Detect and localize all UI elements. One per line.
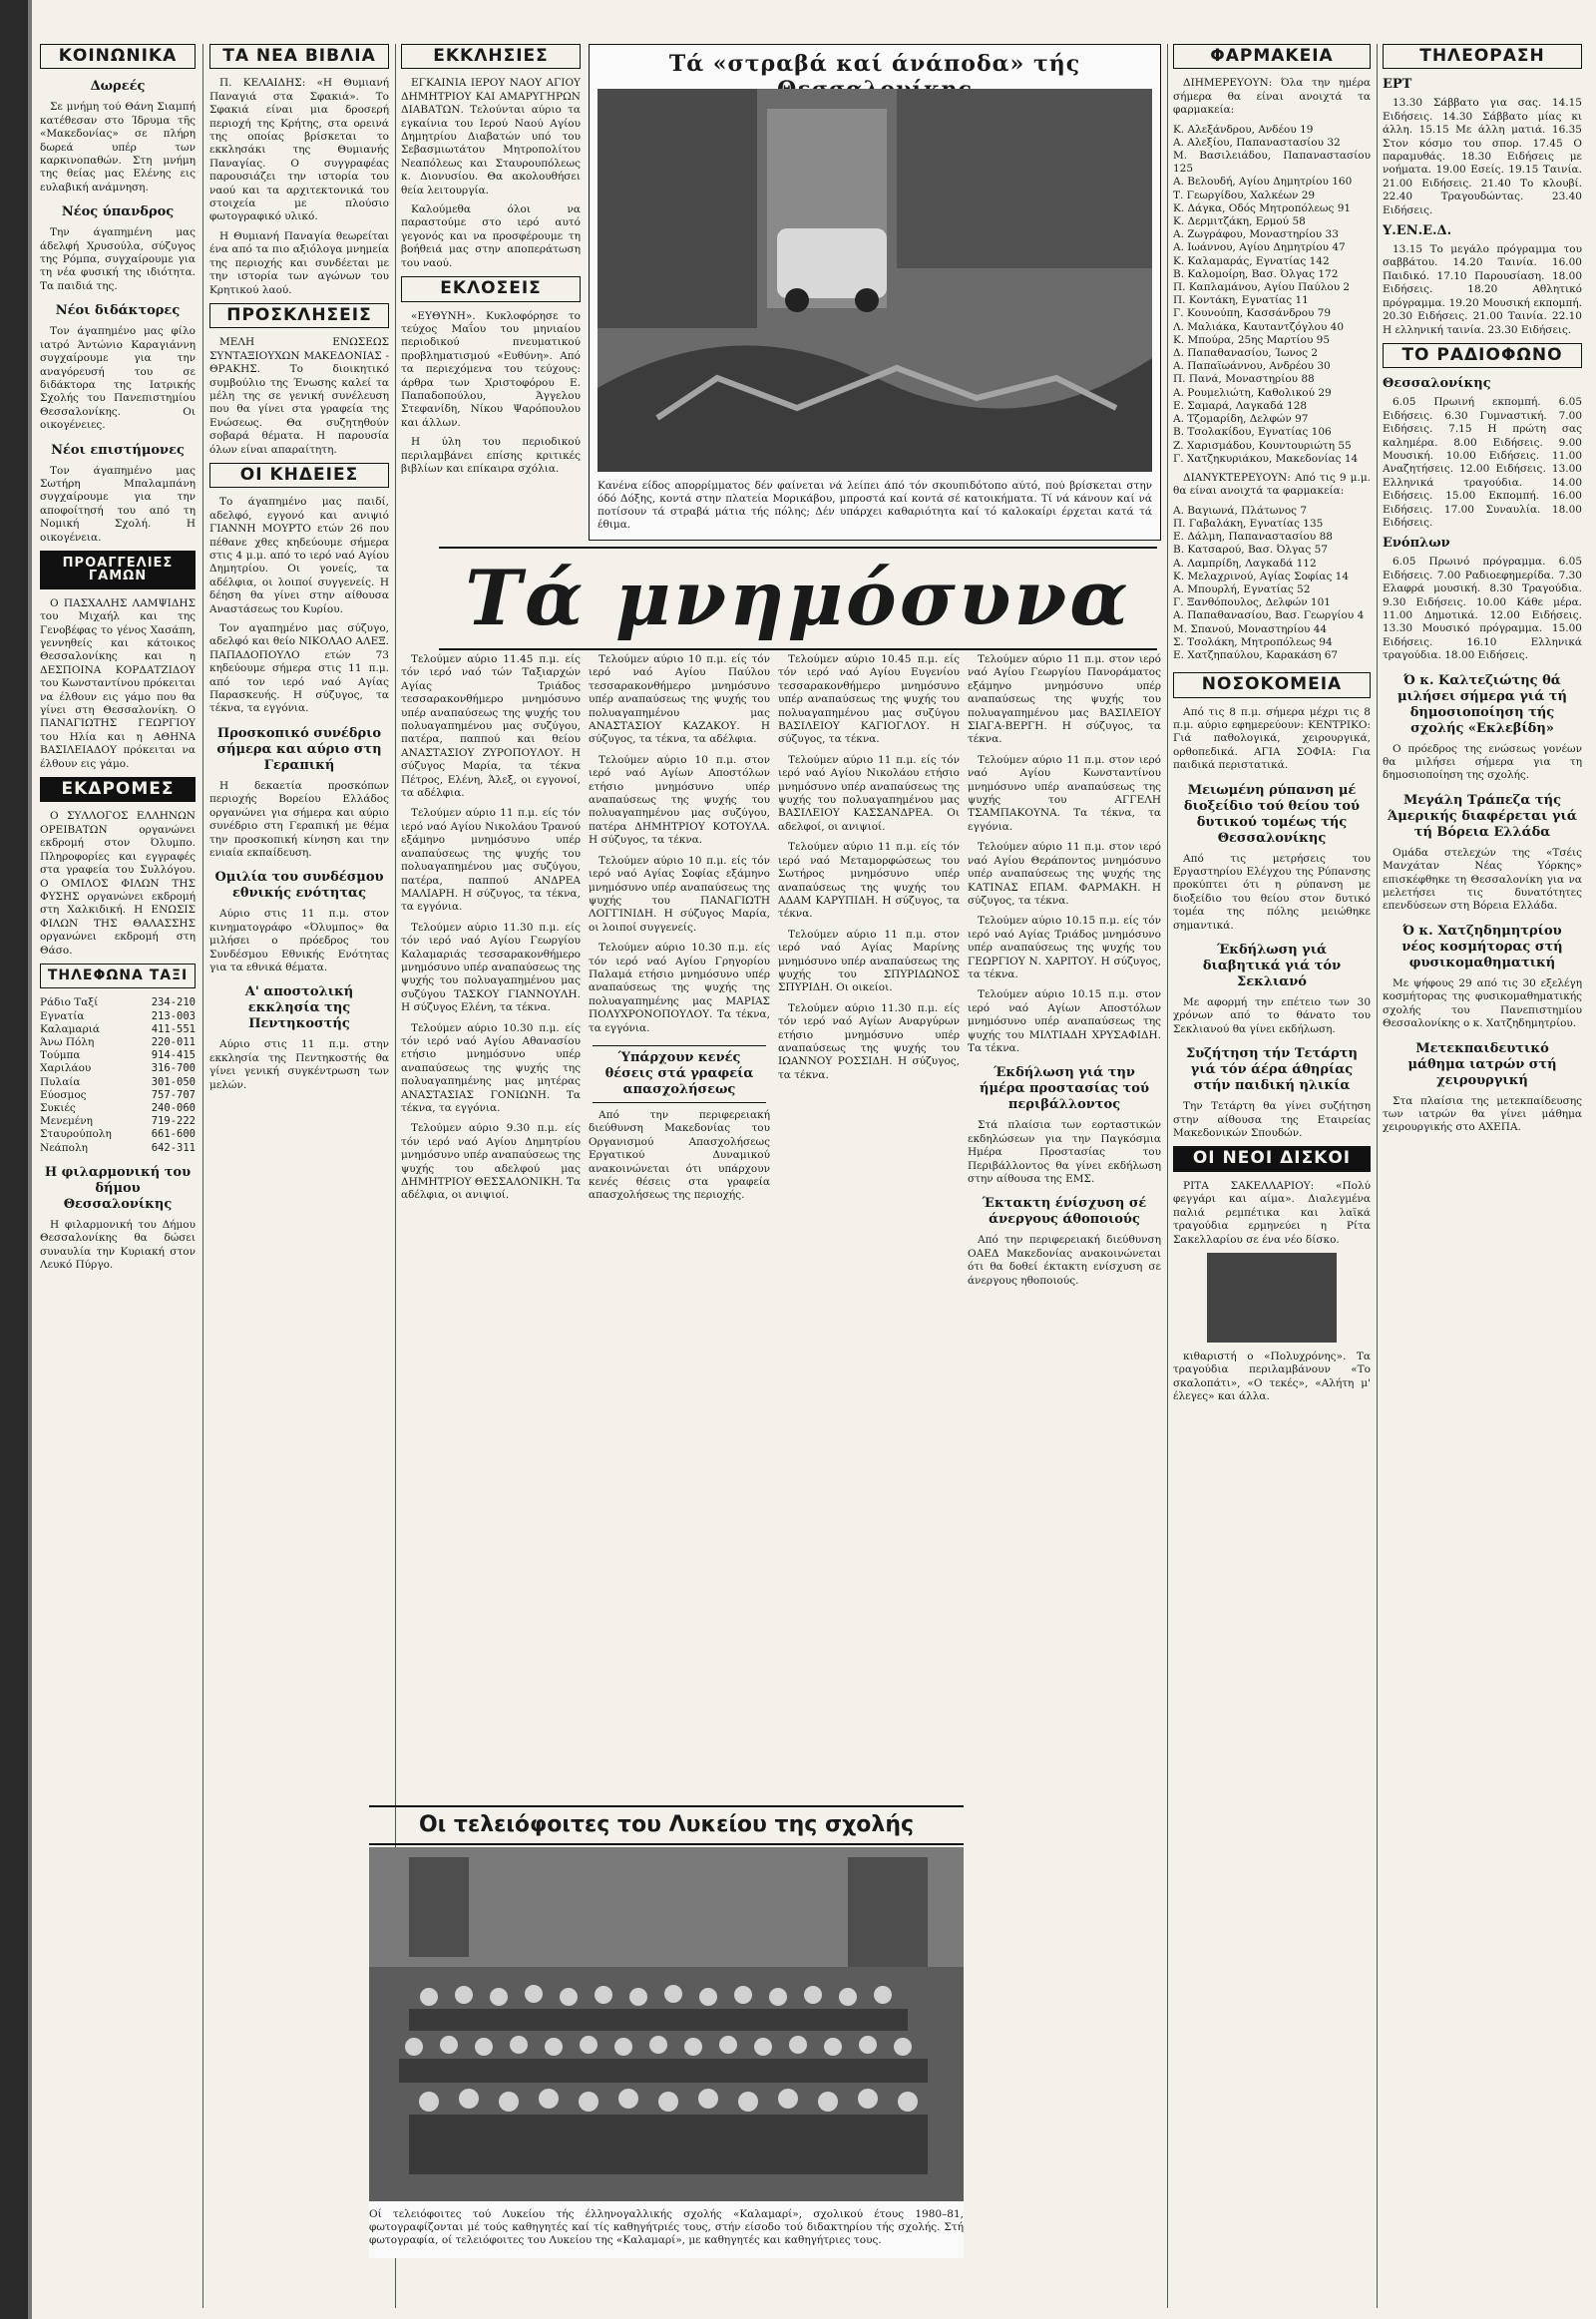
pharmacy-entry: Π. Πανά, Μοναστηρίου 88 (1173, 373, 1315, 386)
pharmacy-entry: Β. Τσολακίδου, Εγνατίας 106 (1173, 426, 1332, 439)
taxi-entry-number: 240-060 (151, 1101, 196, 1114)
taxi-entry-number: 234-210 (151, 996, 196, 1009)
taxi-entry-number: 316-700 (151, 1062, 196, 1075)
taxi-entry-label: Εγνατία (40, 1009, 85, 1022)
memorial-notice: Τελούμεν αύριο 11 π.μ. στον ιερό ναό Αγίου Θεράποντος μνημόσυνο υπέρ αναπαύσεως της ψυχής της ΚΑΤΙΝΑΣ ΕΠΑΜ. ΦΑΡΜΑΚΗ. Η σύζυγος, τα τέκνα. (968, 841, 1161, 907)
new-doctors-text: Τον άγαπημένο μας φίλο ιατρό Άντώνιο Καραγιάννη συγχαίρουμε για την αναγόρευσή του σε διδάκτορα της Ιατρικής Σχολής του Πανεπιστημίου Θεσσαλονίκης. Οι οικογένειες. (40, 325, 196, 432)
scout-congress-text: Η δεκαετία προσκόπων περιοχής Βορείου Ελλάδος οργανώνει για σήμερα και αύριο συνέδριο στη Γεραπική με θέμα την προσκοπική κίνηση και την ενιαία εκπαίδευση. (209, 779, 389, 859)
pharmacy-entry: Λ. Μαλιάκα, Καυταντζόγλου 40 (1173, 320, 1345, 333)
bottom-photo-headline: Οι τελειόφοιτες του Λυκείου της σχολής (369, 1805, 964, 1845)
pharmacy-entry: Α. Τζομαρίδη, Δελφών 97 (1173, 413, 1309, 426)
donations-text: Σε μνήμη τού Θάνη Σιαμπή κατέθεσαν στο Ίδρυμα τῆς «Μακεδονίας» σε πλήρη δωρεά υπέρ των καρκινοπαθών. Στη μνήμη της θείας μας Ελένης εις ευλαβική ανάμνηση. (40, 101, 196, 193)
section-title-pharmacies: ΦΑΡΜΑΚΕΙΑ (1173, 44, 1371, 69)
pharmacy-night-entry: Σ. Τσολάκη, Μητροπόλεως 94 (1173, 635, 1333, 648)
actors-support-text: Από την περιφερειακή διεύθυνση ΟΑΕΔ Μακεδονίας ανακοινώνεται ότι θα δοθεί έκτακτη ενίσχυση σε άνεργους ηθοποιούς. (968, 1234, 1161, 1287)
pharmacy-night-entry: Α. Λαμπρίδη, Λαγκαδά 112 (1173, 557, 1317, 570)
singer-photo (1207, 1253, 1337, 1343)
taxi-entry (40, 1036, 196, 1049)
taxi-entry-number: 757-707 (151, 1088, 196, 1101)
channel-ert-schedule: 13.30 Σάββατο για σας. 14.15 Ειδήσεις. 14.30 Σάββατο μίας κι άλλη. 15.15 Με άλλη ματιά. 16.35 Στον κόσμο του σπορ. 17.45 Ο παραμυθάς. 18.30 Ειδήσεις με νοήματα. 19.00 Εσείς. 19.15 Ταινία. 21.00 Ειδήσεις. 21.40 Το κλουβί. 22.40 Τραγουδώντας. 23.40 Ειδήσεις. (1383, 97, 1582, 216)
channel-yened-schedule: 13.15 Το μεγάλο πρόγραμμα του σαββάτου. 14.20 Ταινία. 16.00 Παιδικό. 17.10 Παρουσίαση. 18.00 Ειδήσεις. 18.20 Αθλητικό πρόγραμμα. 19.20 Μουσική εκπομπή. 20.30 Ειδήσεις. 21.00 Ταινία. 22.10 Η ελληνική ταινία. 23.30 Ειδήσεις. (1383, 243, 1582, 336)
memorial-notice: Τελούμεν αύριο 11 π.μ. στον ιερό ναό Αγίου Κωνσταντίνου μνημόσυνο υπέρ αναπαύσεως της ψυχής του ΑΓΓΕΛΗ ΤΣΑΜΠΑΚΟΥΝΑ. Τα τέκνα, τα εγγόνια. (968, 753, 1161, 833)
subhead-pollution: Μειωμένη ρύπανση μέ διοξείδιο τού θείου τού δυτικού τομέως τής Θεσσαλονίκης (1183, 782, 1361, 846)
pharmacy-entry: Γ. Κουνούπη, Κασσάνδρου 79 (1173, 307, 1332, 320)
pharmacy-night-entry: Ε. Δάλμη, Παπαναστασίου 88 (1173, 531, 1333, 544)
pollution-text: Από τις μετρήσεις του Εργαστηρίου Ελέγχου της Ρύπανσης προκύπτει ότι η ρύπανση με διοξείδιο του θείου στον δυτικό τομέα της πόλης μειώθηκε σημαντικά. (1173, 852, 1371, 932)
pharmacy-entry: Π. Καπλαμάνου, Αγίου Παύλου 2 (1173, 281, 1351, 294)
books-text-1: Π. ΚΕΛΑΙΔΗΣ: «Η Θυμιανή Παναγιά στα Σφακιά». Το Σφακιά είναι μια δροσερή περιοχή της Κρήτης, στα ορεινά της οποίας βρίσκεται το εκκλησάκι της Θυμιανής Παναγίας. Ο συγγραφέας παρουσιάζει την ιστορία του ναού και τα αρχιτεκτονικά του στοιχεία με πλούσιο φωτογραφικό υλικό. (209, 77, 389, 223)
pharmacy-entry: Κ. Δερμιτζάκη, Ερμού 58 (1173, 215, 1306, 228)
taxi-entry-number: 411-551 (151, 1022, 196, 1035)
taxi-entry-number: 220-011 (151, 1035, 196, 1048)
taxi-entry (40, 1062, 196, 1075)
subhead-sekelianos-event: Έκδήλωση γιά διαβητικά γιά τόν Σεκλιανό (1202, 943, 1342, 990)
pharmacy-entry: Κ. Αλεξάνδρου, Ανδέου 19 (1173, 123, 1314, 136)
memorials-headline: Τά μνημόσυνα (439, 547, 1157, 650)
pharmacy-night-entry: Ε. Χατζηπαύλου, Καρακάση 67 (1173, 648, 1339, 661)
taxi-entry (40, 1128, 196, 1141)
memorial-notice: Τελούμεν αύριο 10.30 π.μ. είς τόν ιερό ναό Αγίου Γρηγορίου Παλαμά ετήσιο μνημόσυνο υπέρ αναπαύσεως της ψυχής της πολυαγαπημένης μας ΜΑΡΙΑΣ ΠΟΛΥΧΡΟΝΟΠΟΥΛΟΥ. Τα τέκνα, τα εγγόνια. (589, 942, 770, 1034)
subhead-scout-congress: Προσκοπικό συνέδριο σήμερα και αύριο στη Γεραπική (216, 725, 382, 773)
memorial-notice: Τελούμεν αύριο 11.30 π.μ. είς τόν ιερό ναό Αγίων Αναργύρων ετήσιο μνημόσυνο υπέρ αναπαύσεως της ψυχής του ΙΩΑΝΝΟΥ ΡΟΣΣΙΔΗ. Η σύζυγος, τα τέκνα. (778, 1001, 960, 1081)
pharmacy-entry: Π. Κοντάκη, Εγνατίας 11 (1173, 294, 1309, 307)
radio-thessaloniki: Θεσσαλονίκης (1383, 376, 1491, 392)
pharmacies-column (1173, 44, 1371, 2308)
social-column (40, 44, 196, 2308)
pharmacy-entry: Ζ. Χαρισμάδου, Κουντουριώτη 55 (1173, 439, 1352, 452)
taxi-list (40, 996, 196, 1154)
new-records-text-2: κιθαριστή ο «Πολυχρόνης». Τα τραγούδια περιλαμβάνουν «Το σκαλοπάτι», «Ο τεκές», «Αλήτη μ' έλεγες» και άλλα. (1173, 1350, 1371, 1403)
channel-yened: Υ.ΕΝ.Ε.Δ. (1383, 223, 1452, 239)
memorial-notice: Τελούμεν αύριο 9.30 π.μ. είς τόν ιερό ναό Αγίου Δημητρίου μνημόσυνο υπέρ αναπαύσεως της ψυχής του αδελφού μας ΔΗΜΗΤΡΙΟΥ ΘΕΣΣΑΛΟΝΙΚΗ. Τα αδέλφια, οι ανιψιοί. (401, 1122, 581, 1202)
publications-text-1: «ΕΥΘΥΝΗ». Κυκλοφόρησε το τεύχος Μαΐου του μηνιαίου περιοδικού πνευματικού προβληματισμού «Ευθύνη». Από τα περιεχόμενα του τεύχους: άρθρα των Χριστοφόρου Ε. Παπαδοπούλου, Άγγελου Στεφανίδη, Νίκου Ψαρόπουλου και άλλων. (401, 309, 581, 429)
invitations-text: ΜΕΛΗ ΕΝΩΣΕΩΣ ΣΥΝΤΑΞΙΟΥΧΩΝ ΜΑΚΕΔΟΝΙΑΣ - ΘΡΑΚΗΣ. Το διοικητικό συμβούλιο της Ένωσης καλεί τα μέλη της σε γενική συνέλευση που θα γίνει στα γραφεία της Ενώσεως. Θα συζητηθούν σοβαρά θέματα. Η παρουσία όλων είναι απαραίτητη. (209, 336, 389, 456)
taxi-entry-label: Χαριλάου (40, 1062, 92, 1075)
environment-day-text: Στά πλαίσια των εορταστικών εκδηλώσεων για την Παγκόσμια Ημέρα Προστασίας του Περιβάλλοντος θα γίνει εκδήλωση στην αίθουσα της ΕΜΣ. (968, 1119, 1161, 1185)
pharmacy-entry: Α. Ζωγράφου, Μοναστηρίου 33 (1173, 228, 1339, 241)
subhead-new-scientists: Νέοι επιστήμονες (51, 442, 185, 458)
taxi-entry-number: 642-311 (151, 1141, 196, 1154)
surgery-course-text: Στα πλαίσια της μετεκπαίδευσης των ιατρών θα γίνει μάθημα χειρουργικής στο ΑΧΕΠΑ. (1383, 1094, 1582, 1134)
taxi-entry-label: Πυλαία (40, 1075, 81, 1088)
taxi-entry-label: Ράδιο Ταξί (40, 996, 99, 1009)
pharmacies-night-intro: ΔΙΑΝΥΚΤΕΡΕΥΟΥΝ: Από τις 9 μ.μ. θα είναι ανοιχτά τα φαρμακεία: (1173, 471, 1371, 498)
memorials-column-2 (589, 653, 770, 1800)
subhead-childhood-discussion: Συζήτηση τήν Τετάρτη γιά τόν άέρα άθηρίας στήν παιδική ηλικία (1185, 1046, 1359, 1094)
memorial-notice: Τελούμεν αύριο 11.45 π.μ. είς τόν ιερό ναό τών Ταξιαρχών Αγίας Τριάδος τεσσαρακονθήμερο μνημόσυνο υπέρ αναπαύσεως της ψυχής του πολυαγαπημένου μας συζύγου, πατέρα, παππού και θείου ΑΝΑΣΤΑΣΙΟΥ ΖΥΡΟΠΟΥΛΟΥ. Η σύζυγος Μαρία, τα τέκνα Πέτρος, Ελένη, Άλεξ, οι εγγονοί, τα αδέλφια. (401, 653, 581, 800)
top-photo-caption: Κανένα είδος απορρίμματος δέν φαίνεται νά λείπει άπό τόν σκουπιδότοπο αύτό, πού βρίσκεται στην όδό Δόξης, κοντά στην πλατεία Μορικάβου, μπροστά καί κοντά σέ κατοικήματα. Τί νά κάνουν καί νά ποτίσουν τά στραβά μάτια τής πόλης; Δέν υπάρχει καθαριότητα καί τό καλοκαίρι έρχεται κατά τά έθιμα. (598, 480, 1152, 531)
section-title-excursions: ΕΚΔΡΟΜΕΣ (40, 777, 196, 802)
pharmacy-entry: Α. Αλεξίου, Παπαναστασίου 32 (1173, 136, 1341, 149)
memorial-notice: Τελούμεν αύριο 11 π.μ. στον ιερό ναό Αγίας Μαρίνης μνημόσυνο υπέρ αναπαύσεως της ψυχής του ΣΠΥΡΙΔΩΝΟΣ ΣΠΥΡΙΔΗ. Οι οικείοι. (778, 928, 960, 994)
column-rule (1377, 44, 1378, 2308)
subhead-job-vacancies: Ύπάρχουν κενές θέσεις στά γραφεία απασχολήσεως (593, 1045, 766, 1103)
section-title-publications: ΕΚΛΟΣΕΙΣ (401, 276, 581, 301)
memorial-notice: Τελούμεν αύριο 11.30 π.μ. είς τόν ιερό ναό Αγίου Γεωργίου Καλαμαριάς τεσσαρακονθήμερο μνημόσυνο υπέρ αναπαύσεως της ψυχής του πολυαγαπημένου μας συζύγου ΤΑΣΚΟΥ ΓΙΑΝΝΟΥΛΗ. Η σύζυγος Ελένη, τα τέκνα. (401, 921, 581, 1014)
weddings-text: Ο ΠΑΣΧΑΛΗΣ ΛΑΜΨΙΔΗΣ του Μιχαήλ και της Γενοβέφας το γένος Χασάπη, γεννηθείς και κάτοικος Θεσσαλονίκης και η ΔΕΣΠΟΙΝΑ ΚΟΡΔΑΤΖΙΔΟΥ του Κωνσταντίνου πρόκειται να έλθουν εις γάμο που θα γίνει στη Θεσσαλονίκη. Ο ΠΑΝΑΓΙΩΤΗΣ ΓΕΩΡΓΙΟΥ του Ηλία και η ΑΘΗΝΑ ΒΑΣΙΛΕΙΑΔΟΥ πρόκειται να έλθουν εις γάμο. (40, 596, 196, 770)
section-title-taxi: ΤΗΛΕΦΩΝΑ ΤΑΞΙ (40, 964, 196, 988)
pharmacy-entry: Κ. Δάγκα, Οδός Μητροπόλεως 91 (1173, 201, 1352, 214)
new-scientists-text: Τον άγαπημένο μας Σωτήρη Μπαλαμπάνη συγχαίρουμε για την αποφοίτησή του από τη Νομική Σχολή. Η οικογένεια. (40, 464, 196, 544)
new-records-text: ΡΙΤΑ ΣΑΚΕΛΛΑΡΙΟΥ: «Πολύ φεγγάρι και αίμα». Διαλεγμένα παλιά ρεμπέτικα και λαϊκά τραγούδια ερμηνεύει η Ρίτα Σακελλαρίου σε ένα νέο δίσκο. (1173, 1179, 1371, 1246)
tv-column (1383, 44, 1582, 2308)
memorial-notice: Τελούμεν αύριο 11 π.μ. είς τόν ιερό ναό Αγίου Νικολάου ετήσιο μνημόσυνο υπέρ αναπαύσεως της ψυχής του πολυαγαπημένου μας ΒΑΣΙΛΕΙΟΥ ΚΑΣΣΑΝΔΡΕΑ. Οι αδελφοί, οι ανιψιοί. (778, 753, 960, 833)
subhead-new-bride: Νέος ύπανδρος (61, 204, 175, 220)
channel-ert: ΕΡΤ (1383, 77, 1412, 93)
memorial-notice: Τελούμεν αύριο 10 π.μ. είς τόν ιερό ναό Αγίου Παύλου τεσσαρακονθήμερο μνημόσυνο υπέρ αναπαύσεως της ψυχής του πολυαγαπημένου μας ΑΝΑΣΤΑΣΙΟΥ ΚΑΖΑΚΟΥ. Η σύζυγος, τα τέκνα, τα αδέλφια. (589, 653, 770, 746)
excursions-text: Ο ΣΥΛΛΟΓΟΣ ΕΛΛΗΝΩΝ ΟΡΕΙΒΑΤΩΝ οργανώνει εκδρομή στον Όλυμπο. Πληροφορίες και εγγραφές στα γραφεία του Συλλόγου. Ο ΟΜΙΛΟΣ ΦΙΛΩΝ ΤΗΣ ΦΥΣΗΣ οργανώνει εκδρομή στη Χαλκιδική. Η ΕΝΩΣΙΣ ΦΙΛΩΝ ΤΗΣ ΘΑΛΑΣΣΗΣ οργανώνει εκδρομή στη Θάσο. (40, 810, 196, 957)
taxi-entry (40, 1049, 196, 1062)
pharmacy-entry: Κ. Καλαμαράς, Εγνατίας 142 (1173, 254, 1330, 267)
taxi-entry-number: 914-415 (151, 1049, 196, 1062)
graduates-group-photo (369, 1847, 964, 2201)
memorials-column-4 (968, 653, 1161, 1800)
funeral-notice-1: Το άγαπημένο μας παιδί, αδελφό, εγγονό και ανιψιό ΓΙΑΝΝΗ ΜΟΥΡΤΟ ετών 26 που πέθανε χθες κηδεύουμε σήμερα στις 4 μ.μ. από το ιερό ναό Αγίου Δημητρίου. Οι γονείς, τα αδέλφια, οι λοιποί συγγενείς. Η δέηση θα γίνει στην αίθουσα Αναστάσεως του Κυρίου. (209, 496, 389, 615)
churches-text-1: ΕΓΚΑΙΝΙΑ ΙΕΡΟΥ ΝΑΟΥ ΑΓΙΟΥ ΔΗΜΗΤΡΙΟΥ ΚΑΙ ΑΜΑΡΥΓΗΡΩΝ ΔΙΑΒΑΤΩΝ. Τελούνται αύριο τα εγκαίνια του Ιερού Ναού Αγίου Δημητρίου Διαβατών υπό του Σεβασμιωτάτου Μητροπολίτου Νεαπόλεως και Σταυρουπόλεως κ. Διονυσίου. Θα ακολουθήσει θεία λειτουργία. (401, 77, 581, 196)
radio-armed-forces-schedule: 6.05 Πρωινό πρόγραμμα. 6.05 Ειδήσεις. 7.00 Ραδιοεφημερίδα. 7.30 Ελαφρά μουσική. 8.30 Τραγούδια. 9.30 Ειδήσεις. 10.00 Κάθε μέρα. 11.00 Δημοτικά. 12.00 Ειδήσεις. 13.30 Μουσικό πρόγραμμα. 15.00 Ειδήσεις. 16.10 Ελληνικά τραγούδια. 18.00 Ειδήσεις. (1383, 556, 1582, 662)
taxi-entry-number: 719-222 (151, 1115, 196, 1128)
memorial-notice: Τελούμεν αύριο 10.15 π.μ. είς τόν ιερό ναό Αγίας Τριάδος μνημόσυνο υπέρ αναπαύσεως της ψυχής του ΓΕΩΡΓΙΟΥ Ν. ΧΑΡΙΤΟΥ. Η σύζυγος, τα τέκνα. (968, 915, 1161, 980)
taxi-entry (40, 1142, 196, 1155)
taxi-entry-label: Σταυρούπολη (40, 1128, 112, 1141)
hospitals-text: Από τις 8 π.μ. σήμερα μέχρι τις 8 π.μ. αύριο εφημερεύουν: ΚΕΝΤΡΙΚΟ: Γιά παθολογικά, χειρουργικά, ορθοπεδικά. ΑΓΙΑ ΣΟΦΙΑ: Για παιδικά περιστατικά. (1173, 705, 1371, 772)
column-rule (202, 44, 203, 2308)
books-text-2: Η Θυμιανή Παναγία θεωρείται ένα από τα πιο αξιόλογα μνημεία της περιοχής και συνδέεται με την ιστορία των αγώνων του Κρητικού λαού. (209, 229, 389, 296)
funeral-notice-2: Τον αγαπημένο μας σύζυγο, αδελφό και θείο ΝΙΚΟΛΑΟ ΑΛΕΞ. ΠΑΠΑΔΟΠΟΥΛΟ ετών 73 κηδεύουμε σήμερα στις 11 π.μ. από τον ιερό ναό Αγίας Παρασκευής. Η σύζυγος, τα τέκνα, τα εγγόνια. (209, 622, 389, 715)
memorial-notice: Τελούμεν αύριο 10 π.μ. στον ιερό ναό Αγίων Αποστόλων ετήσιο μνημόσυνο υπέρ αναπαύσεως της ψυχής του πολυαγαπημένου μας συζύγου, πατέρα ΔΗΜΗΤΡΙΟΥ ΚΟΤΟΥΛΑ. Η σύζυγος, τα τέκνα. (589, 753, 770, 847)
pharmacy-entry: Γ. Χατζηκυριάκου, Μακεδονίας 14 (1173, 452, 1359, 465)
column-rule (1167, 44, 1168, 2308)
taxi-entry-label: Συκιές (40, 1101, 76, 1114)
street-garbage-photo (598, 89, 1152, 472)
subhead-national-unity: Ομιλία του συνδέσμου εθνικής ενότητας (214, 870, 384, 902)
publications-text-2: Η ύλη του περιοδικού περιλαμβάνει επίσης κριτικές βιβλίων και επίκαιρα σχόλια. (401, 436, 581, 475)
taxi-entry (40, 1115, 196, 1128)
radio-armed-forces: Ενόπλων (1383, 536, 1450, 552)
section-title-new-records: ΟΙ ΝΕΟΙ ΔΙΣΚΟΙ (1173, 1146, 1371, 1171)
subhead-environment-day: Έκδήλωση γιά την ήμέρα προστασίας τού περιβάλλοντος (980, 1065, 1149, 1113)
subhead-kaltezlotis: Ό κ. Καλτεζιώτης θά μιλήσει σήμερα γιά τή δημοσιοποίηση τής σχολής «Εκλεβίδη» (1397, 672, 1567, 736)
memorial-notice: Τελούμεν αύριο 11 π.μ. είς τόν ιερό ναό Μεταμορφώσεως του Σωτήρος μνημόσυνο υπέρ αναπαύσεως της ψυχής του ΑΔΑΜ ΚΑΡΥΠΙΔΗ. Η σύζυγος, τα τέκνα. (778, 841, 960, 921)
subhead-actors-support: Έκτακτη ένίσχυση σέ άνεργους άθοποιούς (982, 1196, 1147, 1228)
pharmacies-day-list (1173, 124, 1371, 466)
subhead-donations: Δωρεές (90, 79, 146, 95)
top-photo-title: Τά «στραβά καί άνάποδα» τής (668, 51, 1081, 77)
pharmacy-entry: Δ. Παπαθανασίου, Ίωνος 2 (1173, 347, 1319, 360)
taxi-entry-label: Εύοσμος (40, 1088, 87, 1101)
memorial-notice: Τελούμεν αύριο 11 π.μ. είς τόν ιερό ναό Αγίου Νικολάου Τρανού εξάμηνο μνημόσυνο υπέρ αναπαύσεως της ψυχής του πολυαγαπημένου μας συζύγου, πατέρα, παππού ΑΝΔΡΕΑ ΜΑΛΙΑΡΗ. Η σύζυγος, τα τέκνα, τα εγγόνια. (401, 807, 581, 914)
section-title-social: ΚΟΙΝΩΝΙΚΑ (40, 44, 196, 69)
bottom-photo-caption: Οί τελειόφοιτες τού Λυκείου τής έλληνογαλλικής σχολής «Καλαμαρί», σχολικού έτους 1980–81, φωτογραφίζονται μέ τούς καθηγητές καί τίς καθηγήτριές τους, στήν είσοδο τού διδακτηρίου τής σχολής. Στή φωτογραφία, οί τελειόφοιτες του Λυκείου της «Καλαμαρί», με καθηγητές και καθηγήτριες τους. (369, 2208, 964, 2246)
pharmacy-entry: Ε. Σαμαρά, Λαγκαδά 128 (1173, 399, 1308, 412)
subhead-philharmonic: Η φιλαρμονική του δήμου Θεσσαλονίκης (44, 1164, 192, 1212)
childhood-discussion-text: Την Τετάρτη θα γίνει συζήτηση στην αίθουσα της Εταιρείας Μακεδονικών Σπουδών. (1173, 1100, 1371, 1140)
memorials-column-1 (401, 653, 581, 1800)
section-title-weddings: ΠΡΟΑΓΓΕΛΙΕΣ ΓΑΜΩΝ (40, 551, 196, 589)
bottom-photo-feature (369, 1847, 964, 2258)
pharmacy-night-entry: Α. Παπαθανασίου, Βασ. Γεωργίου 4 (1173, 609, 1365, 622)
books-column (209, 44, 389, 2308)
taxi-entry-label: Άνω Πόλη (40, 1035, 95, 1048)
section-title-books: ΤΑ ΝΕΑ ΒΙΒΛΙΑ (209, 44, 389, 69)
pharmacy-night-entry: Β. Κατσαρού, Βασ. Όλγας 57 (1173, 544, 1328, 557)
taxi-entry-label: Τούμπα (40, 1049, 81, 1062)
taxi-entry-label: Μενεμένη (40, 1115, 93, 1128)
pharmacy-night-entry: Α. Μπουρλή, Εγνατίας 52 (1173, 582, 1311, 595)
taxi-entry-number: 213-003 (151, 1009, 196, 1022)
section-title-television: ΤΗΛΕΟΡΑΣΗ (1383, 44, 1582, 69)
pharmacy-night-entry: Μ. Σπανού, Μοναστηρίου 44 (1173, 622, 1328, 635)
memorial-notice: Τελούμεν αύριο 10.15 π.μ. στον ιερό ναό Αγίων Αποστόλων μνημόσυνο υπέρ αναπαύσεως της ψυχής του ΜΙΛΤΙΑΔΗ ΧΡΥΣΑΦΙΔΗ. Τα τέκνα. (968, 988, 1161, 1054)
pharmacy-entry: Α. Παπαϊωάννου, Ανδρέου 30 (1173, 360, 1331, 373)
top-photo-feature (589, 44, 1161, 541)
new-dean-text: Με ψήφους 29 από τις 30 εξελέγη κοσμήτορας της φυσικομαθηματικής σχολής του Πανεπιστημίου Θεσσαλονίκης ο κ. Χατζηδημητρίου. (1383, 976, 1582, 1030)
american-bank-text: Ομάδα στελεχών της «Τσέις Μανχάταν Νέας Υόρκης» επισκέφθηκε τη Θεσσαλονίκη για να μελετήσει τις δυνατότητες επενδύσεων στη Βόρεια Ελλάδα. (1383, 846, 1582, 913)
memorial-notice: Τελούμεν αύριο 10.30 π.μ. είς τόν ιερό ναό Αγίου Αθανασίου ετήσιο μνημόσυνο υπέρ αναπαύσεως της ψυχής της πολυαγαπημένης μας μητέρας ΑΝΑΣΤΑΣΙΑΣ ΓΟΝΙΩΝΗ. Τα τέκνα, τα εγγόνια. (401, 1021, 581, 1114)
memorials-column-3 (778, 653, 960, 1800)
page-binding (0, 0, 28, 2319)
subhead-new-dean: Ό κ. Χατζηδημητρίου νέος κοσμήτορας στή φυσικομαθηματική (1401, 923, 1563, 970)
sekelianos-event-text: Με αφορμή την επέτειο των 30 χρόνων από το θάνατο του Σεκλιανού θα γίνει εκδήλωση. (1173, 996, 1371, 1035)
churches-column (401, 44, 581, 533)
memorial-notice: Τελούμεν αύριο 10 π.μ. είς τόν ιερό ναό Αγίας Σοφίας εξάμηνο μνημόσυνο υπέρ αναπαύσεως της ψυχής του ΠΑΝΑΓΙΩΤΗ ΛΟΓΓΙΝΙΔΗ. Η σύζυγος Μαρία, οι λοιποί συγγενείς. (589, 854, 770, 934)
memorial-notice: Τελούμεν αύριο 10.45 π.μ. είς τόν ιερό ναό Αγίου Ευγενίου τεσσαρακονθήμερο μνημόσυνο υπέρ αναπαύσεως της ψυχής του πολυαγαπημένου μας συζύγου ΒΑΣΙΛΕΙΟΥ ΚΑΓΙΟΓΛΟΥ. Η σύζυγος, τα τέκνα. (778, 653, 960, 746)
section-title-invitations: ΠΡΟΣΚΛΗΣΕΙΣ (209, 303, 389, 328)
taxi-entry (40, 1010, 196, 1023)
section-title-churches: ΕΚΚΛΗΣΙΕΣ (401, 44, 581, 69)
subhead-new-doctors: Νέοι διδάκτορες (55, 303, 181, 319)
pharmacies-night-list (1173, 505, 1371, 662)
pharmacies-intro: ΔΙΗΜΕΡΕΥΟΥΝ: Όλα την ημέρα σήμερα θα είναι ανοιχτά τα φαρμακεία: (1173, 77, 1371, 117)
subhead-surgery-course: Μετεκπαιδευτικό μάθημα ιατρών στή χειρουργική (1407, 1040, 1557, 1088)
national-unity-text: Αύριο στις 11 π.μ. στον κινηματογράφο «Όλυμπος» θα μιλήσει ο πρόεδρος του Συνδέσμου Εθνικής Ενότητας για τα εθνικά θέματα. (209, 908, 389, 973)
taxi-entry-number: 301-050 (151, 1075, 196, 1088)
pharmacy-night-entry: Α. Βαγιωνά, Πλάτωνος 7 (1173, 504, 1308, 517)
taxi-entry-label: Καλαμαριά (40, 1022, 100, 1035)
new-bride-text: Την άγαπημένη μας άδελφή Χρυσούλα, σύζυγος της Ρόμπα, συγχαίρουμε για τη νέα φυσική της ιδιότητα. Τα παιδιά της. (40, 226, 196, 292)
pharmacy-entry: Α. Ιωάννου, Αγίου Δημητρίου 47 (1173, 241, 1346, 254)
taxi-entry-label: Νεάπολη (40, 1141, 88, 1154)
pharmacy-entry: Α. Ρουμελιώτη, Καθολικού 29 (1173, 386, 1332, 399)
pentecost-church-text: Αύριο στις 11 π.μ. στην εκκλησία της Πεντηκοστής θα γίνει γενική συγκέντρωση των μελών. (209, 1038, 389, 1091)
section-title-radio: ΤΟ ΡΑΔΙΟΦΩΝΟ (1383, 343, 1582, 368)
pharmacy-entry: Κ. Μπούρα, 25ης Μαρτίου 95 (1173, 333, 1331, 346)
pharmacy-entry: Τ. Γεωργίδου, Χαλκέων 29 (1173, 189, 1316, 201)
pharmacy-entry: Α. Βελουδή, Αγίου Δημητρίου 160 (1173, 176, 1353, 189)
section-title-funerals: ΟΙ ΚΗΔΕΙΕΣ (209, 463, 389, 488)
taxi-entry (40, 996, 196, 1009)
pharmacy-night-entry: Π. Γαβαλάκη, Εγνατίας 135 (1173, 517, 1324, 530)
section-title-hospitals: ΝΟΣΟΚΟΜΕΙΑ (1173, 672, 1371, 697)
radio-thessaloniki-schedule: 6.05 Πρωινή εκπομπή. 6.05 Ειδήσεις. 6.30 Γυμναστική. 7.00 Ειδήσεις. 7.15 Η πρώτη σας καλημέρα. 8.00 Ειδήσεις. 9.00 Μουσική. 10.00 Ειδήσεις. 11.00 Αναζητήσεις. 12.00 Ειδήσεις. 13.00 Ελληνικά τραγούδια. 14.00 Ειδήσεις. 15.00 Εκπομπή. 16.00 Ειδήσεις. 17.00 Συναυλία. 18.00 Ειδήσεις. (1383, 396, 1582, 529)
pharmacy-entry: Μ. Βασιλειάδου, Παπαναστασίου 125 (1173, 150, 1371, 176)
taxi-entry-number: 661-600 (151, 1128, 196, 1141)
kaltezlotis-text: Ο πρόεδρος της ενώσεως γονέων θα μιλήσει σήμερα για τη δημοσιοποίηση της σχολής. (1383, 742, 1582, 782)
pharmacy-night-entry: Κ. Μελαχρινού, Αγίας Σοφίας 14 (1173, 570, 1350, 582)
taxi-entry (40, 1102, 196, 1115)
job-vacancies-text: Από την περιφερειακή διεύθυνση Μακεδονίας του Οργανισμού Απασχολήσεως Εργατικού Δυναμικού ανακοινώνεται ότι υπάρχουν κενές θέσεις στα γραφεία απασχολήσεως της περιοχής. (589, 1108, 770, 1202)
taxi-entry (40, 1076, 196, 1089)
philharmonic-text: Η φιλαρμονική του Δήμου Θεσσαλονίκης θα δώσει συναυλία την Κυριακή στον Λευκό Πύργο. (40, 1218, 196, 1271)
subhead-pentecost-church: Α' αποστολική εκκλησία της Πεντηκοστής (244, 984, 354, 1032)
memorial-notice: Τελούμεν αύριο 11 π.μ. στον ιερό ναό Αγίου Γεωργίου Πανοράματος εξάμηνο μνημόσυνο υπέρ αναπαύσεως της ψυχής του πολυαγαπημένου μας ΒΑΣΙΛΕΙΟΥ ΣΙΑΓΑ-ΒΕΡΓΗ. Η σύζυγος, τα τέκνα. (968, 653, 1161, 746)
pharmacy-night-entry: Γ. Ξανθόπουλος, Δελφών 101 (1173, 596, 1331, 609)
churches-text-2: Καλούμεθα όλοι να παραστούμε στο ιερό αυτό γεγονός και να προσφέρουμε τη βοήθειά μας στην αποπεράτωση του ναού. (401, 203, 581, 269)
subhead-american-bank: Μεγάλη Τράπεζα τής Άμερικής διαφέρεται γιά τή Βόρεια Ελλάδα (1388, 792, 1577, 840)
page-binding-edge (28, 0, 32, 2319)
taxi-entry (40, 1023, 196, 1036)
pharmacy-entry: Β. Καλομοίρη, Βασ. Όλγας 172 (1173, 267, 1339, 280)
taxi-entry (40, 1089, 196, 1102)
